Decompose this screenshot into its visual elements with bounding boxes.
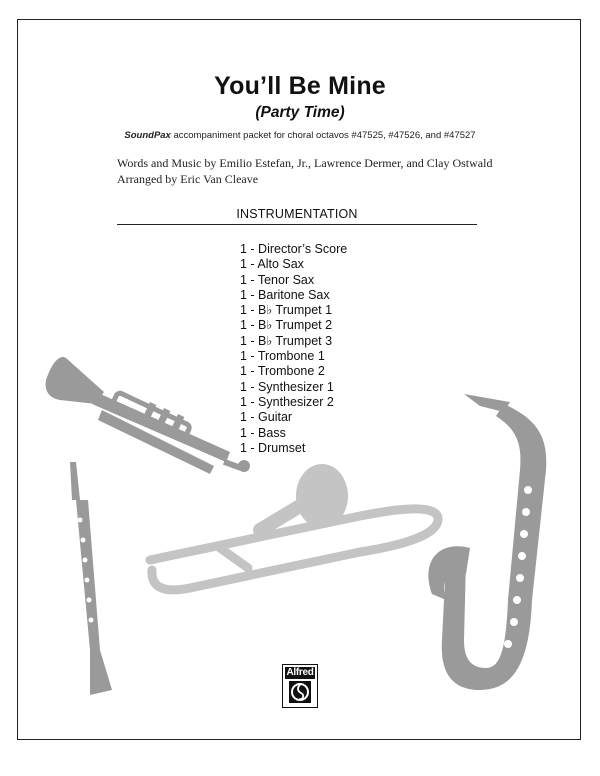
list-item: 1 - Guitar: [240, 410, 293, 425]
list-item: 1 - Baritone Sax: [240, 287, 330, 302]
saxophone-icon: [428, 394, 546, 690]
logo-text: Alfred: [286, 667, 314, 678]
list-item: 1 - Trombone 2: [240, 364, 325, 379]
instrumentation-heading: INSTRUMENTATION: [236, 207, 358, 221]
trombone-icon: [150, 464, 438, 590]
list-item: 1 - Synthesizer 1: [240, 379, 334, 394]
instrumentation-list: [240, 242, 347, 456]
list-item: 1 - Bass: [240, 425, 286, 440]
page-subtitle: (Party Time): [255, 104, 345, 121]
list-item: 1 - Synthesizer 2: [240, 394, 334, 409]
list-item: 1 - B♭ Trumpet 3: [240, 333, 333, 348]
list-item: 1 - B♭ Trumpet 1: [240, 303, 333, 318]
brand-name: SoundPax: [124, 130, 171, 141]
words-music-credit: Words and Music by Emilio Estefan, Jr., Lawrence Dermer, and Clay Ostwald: [117, 156, 493, 170]
list-item: 1 - Director’s Score: [240, 242, 348, 256]
list-item: 1 - Alto Sax: [240, 257, 304, 272]
packet-text: accompaniment packet for choral octavos #47525, #47526, and #47527: [170, 130, 476, 141]
list-item: 1 - Trombone 1: [240, 349, 325, 364]
list-item: 1 - Tenor Sax: [240, 272, 315, 287]
list-item: 1 - B♭ Trumpet 2: [240, 318, 333, 333]
arranger-credit: Arranged by Eric Van Cleave: [117, 172, 259, 186]
list-item: 1 - Drumset: [240, 440, 306, 455]
clarinet-icon: [70, 462, 112, 695]
trumpet-icon: [46, 357, 250, 474]
page-title: You’ll Be Mine: [214, 72, 386, 100]
